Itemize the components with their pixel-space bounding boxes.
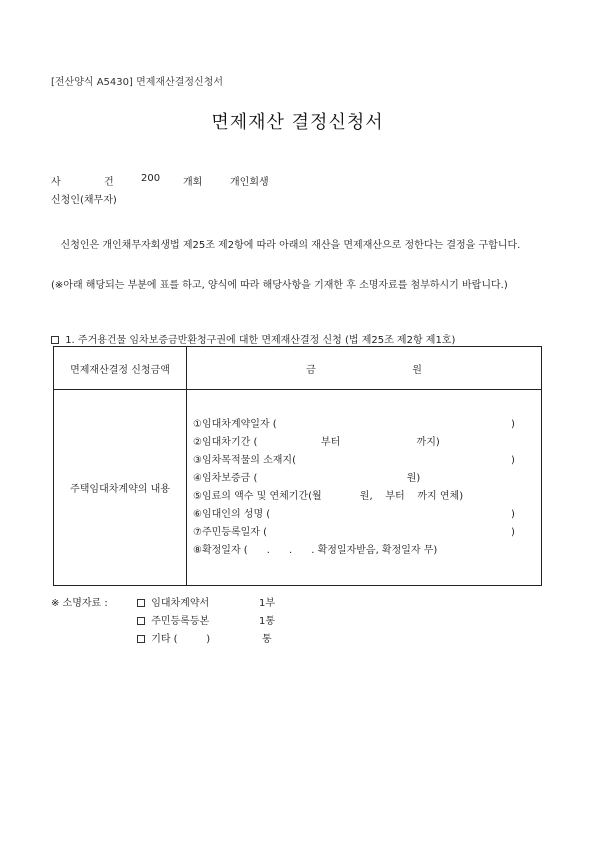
item-8-text: ⑧확정일자 ( . . . 확정일자받음, 확정일자 무) [193, 544, 438, 556]
attachment-3 [137, 630, 210, 645]
item-7-close: ) [511, 526, 515, 538]
case-label-2: 건 [104, 177, 114, 188]
item-2-text: ②임대차기간 ( 부터 까지) [193, 436, 440, 448]
checkbox-attachment-3[interactable] [137, 635, 145, 643]
item-6-close: ) [511, 508, 515, 520]
item-5[interactable] [193, 488, 541, 506]
item-4-text: ④임차보증금 ( 원) [193, 472, 421, 484]
item-6-text: ⑥임대인의 성명 ( [193, 508, 271, 520]
item-2[interactable] [193, 434, 541, 452]
item-1[interactable] [193, 416, 541, 434]
note-paragraph: (※아래 해당되는 부분에 표를 하고, 양식에 따라 해당사항을 기재한 후 소명자료를 첨부하시기 바랍니다.) [51, 280, 508, 291]
amount-cell[interactable] [187, 347, 542, 390]
application-table [53, 346, 542, 586]
item-1-text: ①임대차계약일자 ( [193, 418, 277, 430]
body-paragraph [51, 238, 551, 254]
items-cell [187, 390, 542, 586]
item-5-text: ⑤임료의 액수 및 연체기간(월 원, 부터 까지 연체) [193, 490, 464, 502]
attachment-1 [137, 594, 209, 609]
amount-suffix: 원 [412, 364, 422, 376]
row-label-cell: 주택임대차계약의 내용 [54, 390, 187, 586]
item-8[interactable] [193, 542, 541, 560]
item-3-text: ③임차목적물의 소재지( [193, 454, 296, 466]
body-text: 신청인은 개인채무자회생법 제25조 제2항에 따라 아래의 재산을 면제재산으로 정한다는 결정을 구합니다. [60, 240, 521, 251]
attachment-1-name: 임대차계약서 [151, 598, 210, 609]
case-year: 200 [141, 173, 161, 184]
case-label-1: 사 [51, 177, 61, 188]
attachment-3-count: 통 [262, 634, 272, 645]
checkbox-attachment-2[interactable] [137, 617, 145, 625]
item-4[interactable] [193, 470, 541, 488]
section-title-text: 1. 주거용건물 임차보증금반환청구권에 대한 면제재산결정 신청 (법 제25조 제2항 제1호) [65, 335, 456, 346]
header-left-cell: 면제재산결정 신청금액 [54, 347, 187, 390]
checkbox-section-1[interactable] [51, 336, 59, 344]
attachments-label: ※ 소명자료 : [51, 598, 108, 609]
attachment-2 [137, 612, 209, 627]
checkbox-attachment-1[interactable] [137, 599, 145, 607]
applicant-label: 신청인(채무자) [51, 195, 117, 206]
item-7-text: ⑦주민등록일자 ( [193, 526, 268, 538]
item-6[interactable] [193, 506, 541, 524]
item-3[interactable] [193, 452, 541, 470]
table-content-row [54, 390, 542, 586]
table-header-row [54, 347, 542, 390]
amount-prefix: 금 [306, 364, 316, 376]
item-7[interactable] [193, 524, 541, 542]
item-1-close: ) [511, 418, 515, 430]
form-code: [전산양식 A5430] 면제재산결정신청서 [51, 77, 224, 88]
section-title [51, 331, 455, 346]
attachment-1-count: 1부 [259, 598, 276, 609]
item-list [187, 416, 541, 560]
case-name: 개인회생 [230, 177, 269, 188]
attachment-2-name: 주민등록등본 [151, 616, 210, 627]
item-3-close: ) [511, 454, 515, 466]
attachment-2-count: 1통 [259, 616, 276, 627]
attachment-3-name: 기타 ( ) [151, 634, 211, 645]
document-title: 면제재산 결정신청서 [211, 112, 384, 133]
case-type: 개회 [183, 177, 203, 188]
